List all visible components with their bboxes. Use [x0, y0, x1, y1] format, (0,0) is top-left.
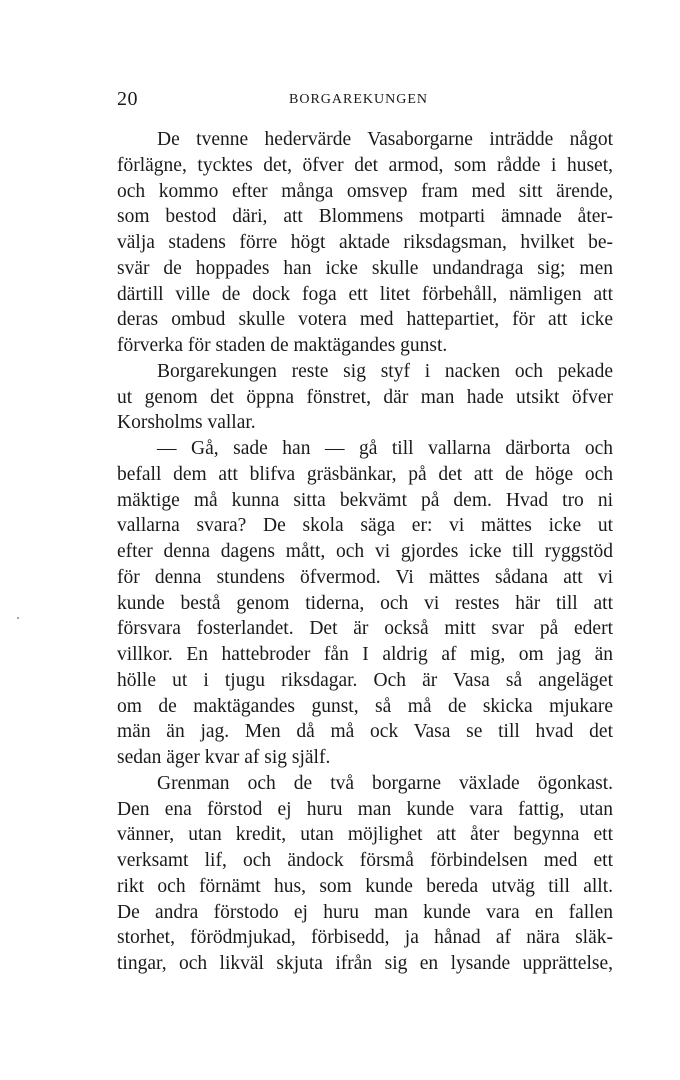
text-line: försvara fosterlandet. Det är också mitt svar på edert — [117, 618, 613, 640]
text-line: — Gå, sade han — gå till vallarna därborta och — [157, 438, 613, 459]
text-line: Korsholms vallar. — [117, 412, 256, 434]
running-head: BORGAREKUNGEN — [289, 92, 428, 107]
text-line: därtill ville de dock foga ett litet förbehåll, nämligen att — [117, 283, 613, 305]
text-line: för denna stundens öfvermod. Vi mättes sådana att vi — [117, 566, 613, 588]
text-line: kunde bestå genom tiderna, och vi restes här till att — [117, 592, 613, 614]
page-header — [117, 88, 613, 112]
text-line: Borgarekungen reste sig styf i nacken och pekade — [157, 360, 613, 382]
text-line: svär de hoppades han icke skulle undandraga sig; men — [117, 257, 613, 279]
text-line: storhet, förödmjukad, förbisedd, ja hånad af nära släk- — [117, 927, 613, 949]
text-line: som bestod däri, att Blommens motparti ämnade åter- — [117, 206, 613, 228]
text-line: verksamt lif, och ändock försmå förbindelsen med ett — [117, 850, 613, 871]
text-line: förverka för staden de maktägandes gunst. — [117, 335, 448, 356]
text-line: Den ena förstod ej huru man kunde vara fattig, utan — [117, 798, 613, 820]
page-number: 20 — [117, 88, 138, 110]
text-line: mäktige må kunna sitta bekvämt på dem. Hvad tro ni — [117, 489, 613, 511]
text-line: om de maktägandes gunst, så må de skicka mjukare — [117, 695, 613, 717]
text-line: ut genom det öppna fönstret, där man hade utsikt öfver — [117, 386, 613, 408]
text-line: Grenman och de två borgarne växlade ögonkast. — [157, 772, 613, 794]
text-line: efter denna dagens mått, och vi gjordes icke till ryggstöd — [117, 541, 613, 562]
text-line: och kommo efter många omsvep fram med sitt ärende, — [117, 180, 613, 202]
text-line: förlägne, tycktes det, öfver det armod, som rådde i huset, — [117, 154, 613, 176]
text-line: välja stadens förre högt aktade riksdagsman, hvilket be- — [117, 232, 613, 253]
text-line: sedan äger kvar af sig själf. — [117, 747, 331, 768]
text-line: tingar, och likväl skjuta ifrån sig en lysande upprättelse, — [117, 953, 613, 974]
paper-speck — [17, 617, 19, 619]
text-line: män än jag. Men då må ock Vasa se till hvad det — [117, 721, 613, 743]
text-line: vänner, utan kredit, utan möjlighet att åter begynna ett — [117, 824, 613, 846]
text-line: deras ombud skulle votera med hattepartiet, för att icke — [117, 309, 613, 331]
text-line: befall dem att blifva gräsbänkar, på det att de höge och — [117, 463, 613, 485]
text-line: De andra förstodo ej huru man kunde vara en fallen — [117, 901, 613, 923]
text-line: De tvenne hedervärde Vasaborgarne inträdde något — [157, 129, 613, 150]
text-line: villkor. En hattebroder fån I aldrig af mig, om jag än — [117, 644, 613, 665]
text-line: hölle ut i tjugu riksdagar. Och är Vasa så angeläget — [117, 669, 613, 691]
body-text — [117, 127, 613, 977]
text-line: rikt och förnämt hus, som kunde bereda utväg till allt. — [117, 875, 613, 897]
text-line: vallarna svara? De skola säga er: vi mättes icke ut — [117, 515, 613, 537]
